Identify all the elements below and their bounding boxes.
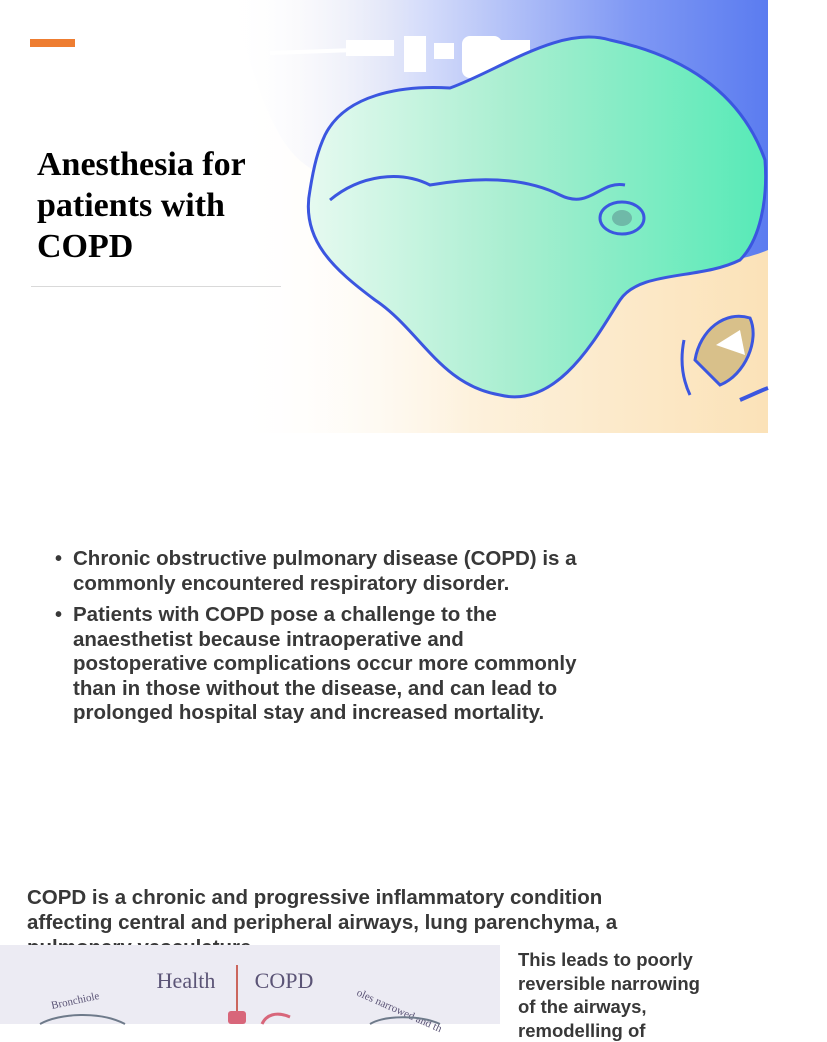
accent-bar [30, 39, 75, 47]
bullet-line: than in those without the disease, and can lead to [73, 676, 558, 700]
title-line: patients with [37, 187, 225, 224]
bullet-item [52, 547, 752, 596]
bullet-line: commonly encountered respiratory disorder. [73, 571, 510, 595]
figure-label-narrowed: oles narrowed and th [354, 986, 444, 1036]
slide-title [37, 144, 287, 267]
title-divider [31, 286, 281, 287]
figure-label-health: Health [156, 968, 216, 993]
bullet-line: postoperative complications occur more commonly [73, 652, 577, 675]
figure-label-bronchiole: Bronchiole [50, 990, 101, 1012]
bullet-marker: • [55, 604, 63, 626]
bullet-item [52, 603, 752, 726]
bullet-list [52, 547, 752, 733]
bullet-line: prolonged hospital stay and increased mortality. [73, 701, 545, 724]
airway-comparison-figure [0, 945, 500, 1036]
bullet-line: anaesthetist because intraoperative and [73, 627, 464, 651]
title-line: Anesthesia for [37, 146, 246, 183]
intro-text: COPD is a chronic and progressive inflammatory condition affecting central and peripheral airways, lung parenchyma, a [27, 886, 618, 934]
bullet-line: Chronic obstructive pulmonary disease (COPD) is a [73, 547, 577, 570]
bullet-marker: • [55, 548, 63, 570]
bullet-line: Patients with COPD pose a challenge to the [73, 603, 497, 626]
title-slide [0, 0, 768, 433]
bullet-slide [0, 433, 768, 863]
title-line: COPD [37, 228, 134, 265]
figure-label-copd: COPD [254, 968, 314, 993]
side-text: This leads to poorly reversible narrowing of the airways, remodelling of [518, 949, 700, 1041]
definition-slide [0, 863, 768, 1041]
